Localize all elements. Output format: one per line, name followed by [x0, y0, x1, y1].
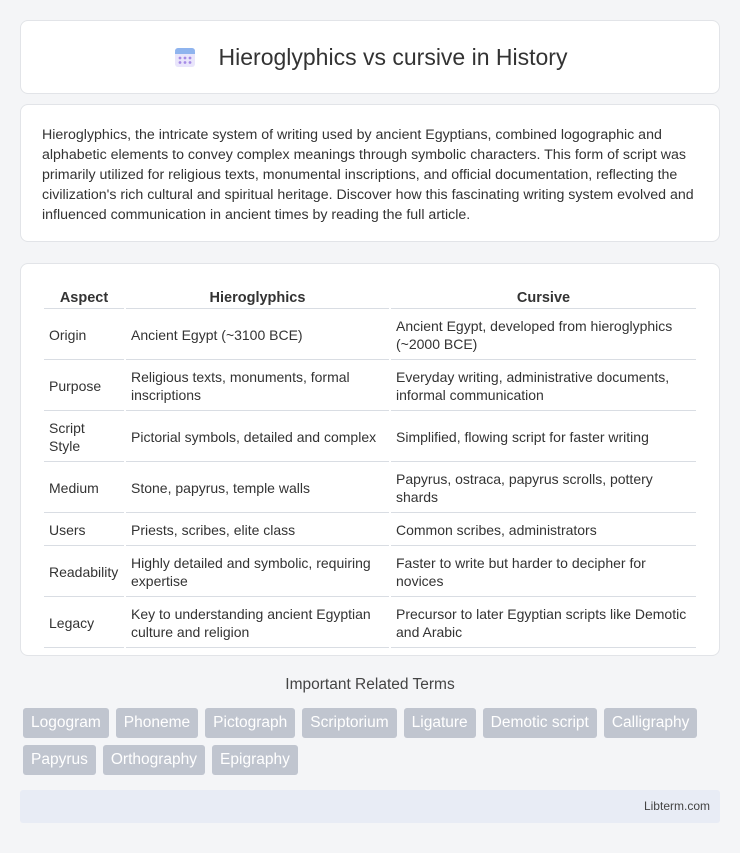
aspect-cell: Users: [44, 515, 124, 546]
cursive-cell: Precursor to later Egyptian scripts like Demotic and Arabic: [391, 599, 696, 648]
tag-pictograph[interactable]: Pictograph: [205, 708, 295, 738]
aspect-cell: Readability: [44, 548, 124, 597]
aspect-cell: Script Style: [44, 413, 124, 462]
table-row: [44, 311, 696, 360]
aspect-cell: Origin: [44, 311, 124, 360]
hieroglyphics-cell: Priests, scribes, elite class: [126, 515, 389, 546]
hieroglyphics-cell: Highly detailed and symbolic, requiring expertise: [126, 548, 389, 597]
tag-logogram[interactable]: Logogram: [23, 708, 109, 738]
tag-papyrus[interactable]: Papyrus: [23, 745, 96, 775]
related-terms-heading: Important Related Terms: [285, 676, 455, 693]
calendar-grid-icon: [173, 45, 197, 69]
column-header-aspect: Aspect: [44, 286, 124, 309]
cursive-cell: Ancient Egypt, developed from hieroglyphics (~2000 BCE): [391, 311, 696, 360]
aspect-cell: Purpose: [44, 362, 124, 411]
column-header-cursive: Cursive: [391, 286, 696, 309]
tag-epigraphy[interactable]: Epigraphy: [212, 745, 298, 775]
cursive-cell: Simplified, flowing script for faster writing: [391, 413, 696, 462]
table-row: [44, 362, 696, 411]
table-header-row: [44, 286, 696, 309]
table-row: [44, 599, 696, 648]
intro-paragraph: Hieroglyphics, the intricate system of writing used by ancient Egyptians, combined logographic and alphabetic elements to convey complex meanings through symbolic characters. This form of script was primarily utilized for religious texts, monumental inscriptions, and official documentation, reflecting the civilization's rich cultural and spiritual heritage. Discover how this fascinating writing system evolved and influenced communication in ancient times by reading the full article.: [42, 127, 694, 223]
cursive-cell: Papyrus, ostraca, papyrus scrolls, pottery shards: [391, 464, 696, 513]
hieroglyphics-cell: Key to understanding ancient Egyptian culture and religion: [126, 599, 389, 648]
cursive-cell: Faster to write but harder to decipher for novices: [391, 548, 696, 597]
comparison-table-card: [20, 263, 720, 656]
table-row: [44, 464, 696, 513]
page-title: Hieroglyphics vs cursive in History: [218, 43, 568, 70]
tag-calligraphy[interactable]: Calligraphy: [604, 708, 698, 738]
hieroglyphics-cell: Pictorial symbols, detailed and complex: [126, 413, 389, 462]
aspect-cell: Legacy: [44, 599, 124, 648]
tag-orthography[interactable]: Orthography: [103, 745, 205, 775]
table-row: [44, 548, 696, 597]
cursive-cell: Everyday writing, administrative documents, informal communication: [391, 362, 696, 411]
tag-demotic-script[interactable]: Demotic script: [483, 708, 597, 738]
hieroglyphics-cell: Ancient Egypt (~3100 BCE): [126, 311, 389, 360]
cursive-cell: Common scribes, administrators: [391, 515, 696, 546]
hieroglyphics-cell: Stone, papyrus, temple walls: [126, 464, 389, 513]
table-row: [44, 515, 696, 546]
tag-ligature[interactable]: Ligature: [404, 708, 476, 738]
intro-card: [20, 104, 720, 242]
tag-scriptorium[interactable]: Scriptorium: [302, 708, 396, 738]
header-card: [20, 20, 720, 94]
table-row: [44, 413, 696, 462]
hieroglyphics-cell: Religious texts, monuments, formal inscriptions: [126, 362, 389, 411]
aspect-cell: Medium: [44, 464, 124, 513]
footer-brand-link[interactable]: Libterm.com: [643, 799, 710, 813]
tag-phoneme[interactable]: Phoneme: [116, 708, 198, 738]
related-terms-list: [23, 708, 723, 775]
comparison-table: [42, 284, 698, 650]
column-header-hieroglyphics: Hieroglyphics: [126, 286, 389, 309]
footer: [20, 790, 720, 823]
